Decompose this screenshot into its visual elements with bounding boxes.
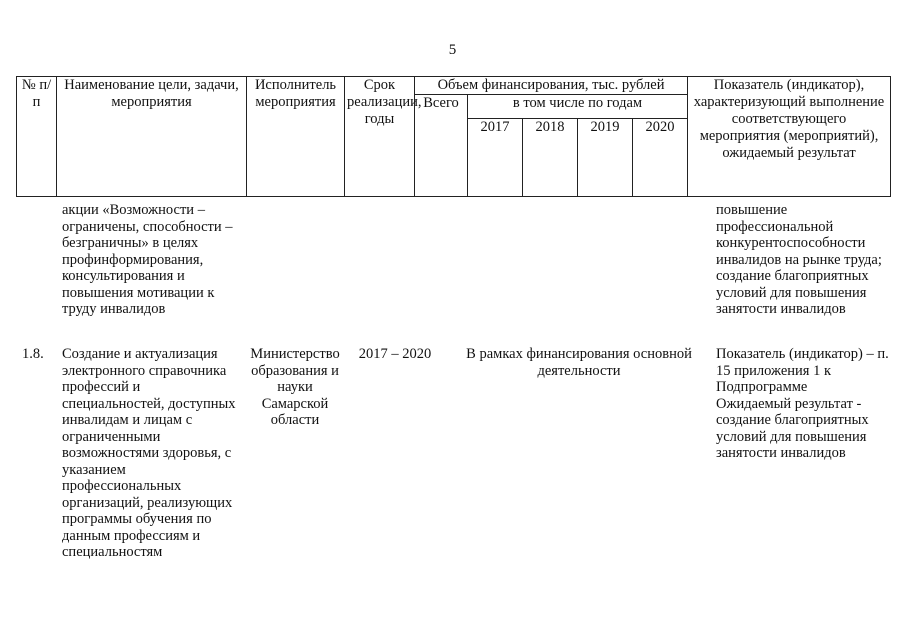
header-year: 2017 <box>468 119 523 197</box>
header-financing: Объем финансирования, тыс. рублей <box>415 77 688 95</box>
row-num: 1.8. <box>22 346 44 362</box>
header-term: Срок реализации, годы <box>345 77 415 197</box>
header-by-years: в том числе по годам <box>468 95 688 119</box>
table-header <box>16 76 891 197</box>
row-indicator: Показатель (индикатор) – п. 15 приложения 1 к Подпрограмме Ожидаемый результат - создание благоприятных условий для повышения занятости инвалидов <box>716 346 889 461</box>
row-financing: В рамках финансирования основной деятельности <box>466 346 692 379</box>
row-cont-indicator: повышение профессиональной конкурентоспособности инвалидов на рынке труда; создание благоприятных условий для повышения занятости инвалидов <box>716 202 882 317</box>
row-cont-name: акции «Возможности – ограничены, способности – безграничны» в целях профинформирования, консультирования и повышения мотивации к труду инвалидов <box>62 202 233 317</box>
page-number: 5 <box>448 42 457 58</box>
header-indicator: Показатель (индикатор), характеризующий выполнение соответствующего мероприятия (мероприятий), ожидаемый результат <box>688 77 891 197</box>
header-total: Всего <box>415 95 468 197</box>
header-year: 2019 <box>578 119 633 197</box>
header-year: 2018 <box>523 119 578 197</box>
row-executor: Министерство образования и науки Самарской области <box>250 346 340 428</box>
row-name: Создание и актуализация электронного справочника профессий и специальностей, доступных инвалидам и лицам с ограниченными возможностями здоровья, с указанием профессиональных организаций, реализующих программы обучения по данным профессиям и специальностям <box>62 346 236 560</box>
row-term: 2017 – 2020 <box>358 346 432 362</box>
header-year: 2020 <box>633 119 688 197</box>
header-executor: Исполнитель мероприятия <box>247 77 345 197</box>
header-name: Наименование цели, задачи, мероприятия <box>57 77 247 197</box>
header-num: № п/п <box>17 77 57 197</box>
